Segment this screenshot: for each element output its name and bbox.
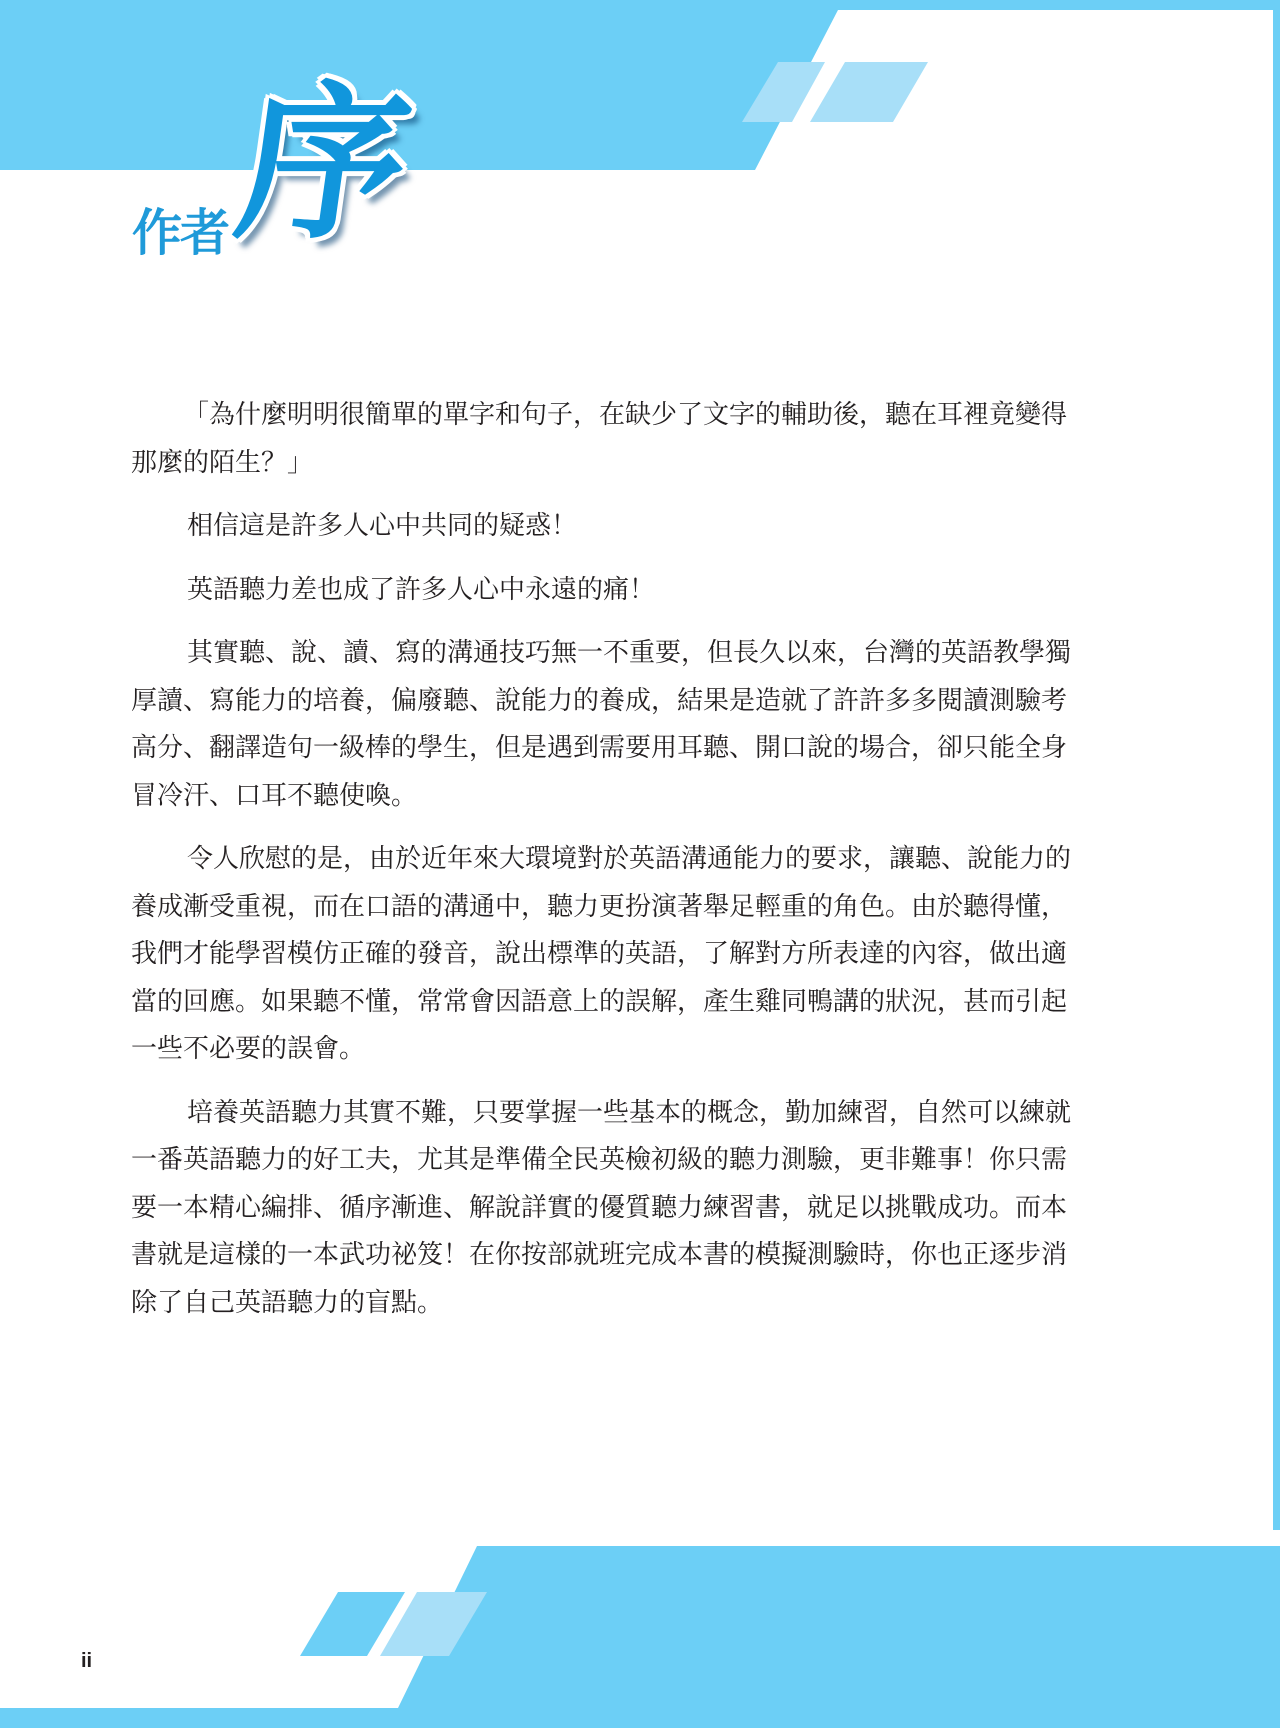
preface-heading	[120, 66, 450, 280]
paragraph-opening-question: 「為什麼明明很簡單的單字和句子，在缺少了文字的輔助後，聽在耳裡竟變得那麼的陌生？」	[131, 400, 1068, 478]
paragraph-communication-skills: 其實聽、說、讀、寫的溝通技巧無一不重要，但長久以來，台灣的英語教學獨厚讀、寫能力的培養，偏廢聽、說能力的養成，結果是造就了許許多多閱讀測驗考高分、翻譯造句一級棒的學生，但是遇到需要用耳聽、開口說的場合，卻只能全身冒冷汗、口耳不聽使喚。	[131, 638, 1072, 811]
page-number: ii	[81, 1650, 93, 1672]
paragraph-listening-importance: 令人欣慰的是，由於近年來大環境對於英語溝通能力的要求，讓聽、說能力的養成漸受重視，而在口語的溝通中，聽力更扮演著舉足輕重的角色。由於聽得懂，我們才能學習模仿正確的發音，說出標準的英語，了解對方所表達的內容，做出適當的回應。如果聽不懂，常常會因語意上的誤解，產生雞同鴨講的狀況，甚而引起一些不必要的誤會。	[131, 844, 1072, 1064]
paragraph-common-doubt: 相信這是許多人心中共同的疑惑！	[187, 511, 578, 541]
bottom-banner	[0, 1546, 1280, 1728]
top-accent-stripe-2	[810, 62, 928, 122]
heading-preface-character: 序	[226, 66, 422, 262]
paragraph-book-introduction: 培養英語聽力其實不難，只要掌握一些基本的概念，勤加練習，自然可以練就一番英語聽力的好工夫，尤其是準備全民英檢初級的聽力測驗，更非難事！你只需要一本精心編排、循序漸進、解說詳實的優質聽力練習書，就足以挑戰成功。而本書就是這樣的一本武功祕笈！在你按部就班完成本書的模擬測驗時，你也正逐步消除了自己英語聽力的盲點。	[131, 1097, 1072, 1318]
preface-body	[131, 392, 1077, 1343]
right-edge-strip	[1273, 10, 1280, 1530]
paragraph-listening-pain: 英語聽力差也成了許多人心中永遠的痛！	[187, 574, 656, 605]
heading-author-label: 作者	[132, 204, 228, 262]
